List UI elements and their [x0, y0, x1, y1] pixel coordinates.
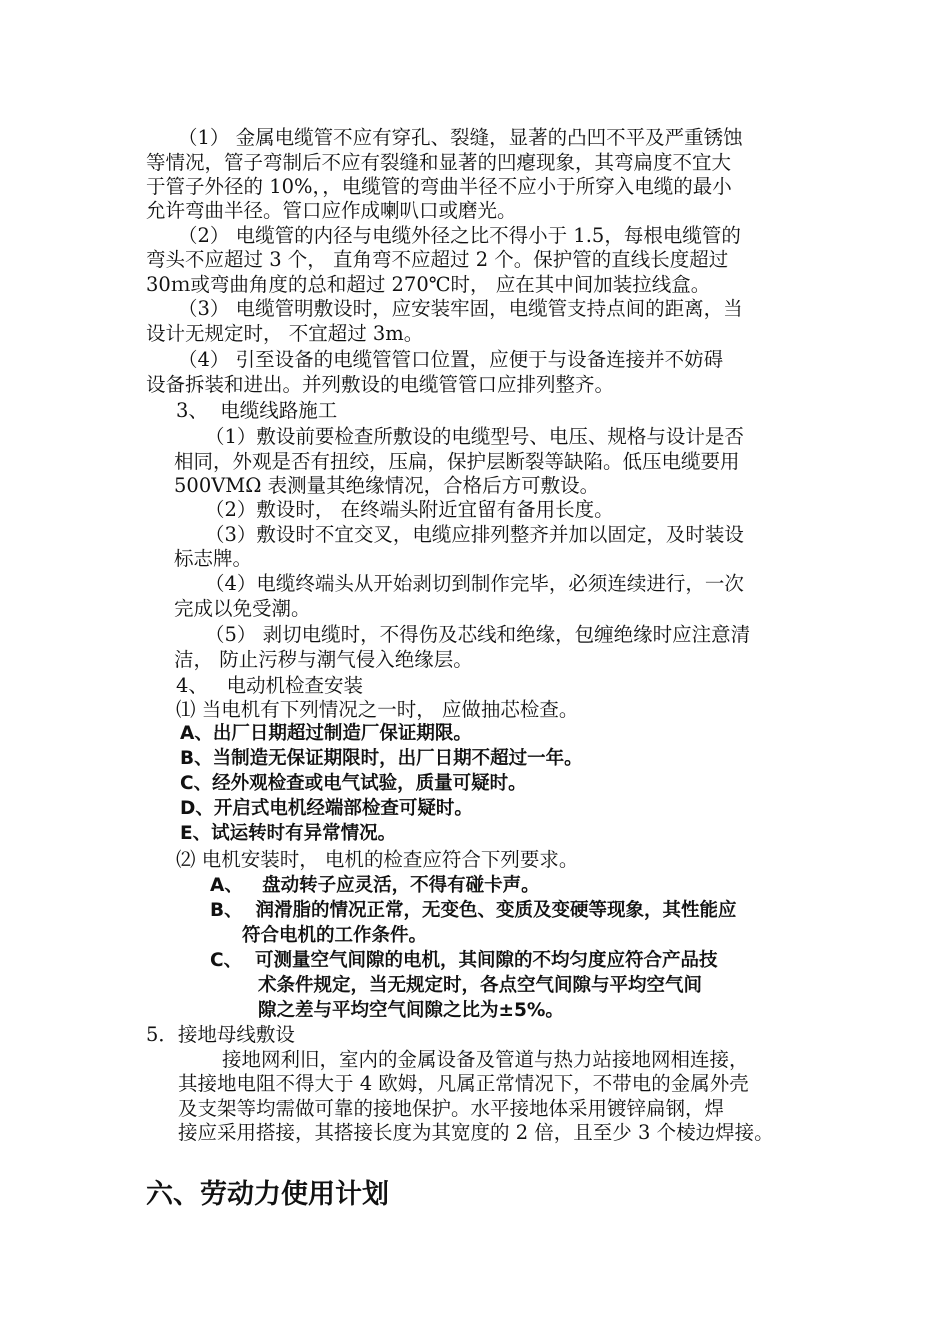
p2-line-3: 30ｍ或弯曲角度的总和超过 270℃时， 应在其中间加装拉线盒。 [146, 273, 711, 296]
s3-item-1-line-3: 500VMΩ 表测量其绝缘情况，合格后方可敷设。 [174, 474, 600, 497]
s4-2-item-c-line-2: 术条件规定，当无规定时，各点空气间隙与平均空气间 [258, 975, 703, 996]
p2-line-1: （2） 电缆管的内径与电缆外径之比不得小于 1.5，每根电缆管的 [178, 224, 741, 247]
s4-1-intro: ⑴ 当电机有下列情况之一时， 应做抽芯检查。 [176, 698, 579, 721]
s4-1-item-d: D、开启式电机经端部检查可疑时。 [180, 798, 473, 819]
s3-item-5-line-2: 洁， 防止污秽与潮气侵入绝缘层。 [174, 648, 473, 671]
s4-1-item-e: E、试运转时有异常情况。 [180, 823, 397, 844]
section-3-heading: 3、 电缆线路施工 [176, 399, 338, 422]
p2-line-2: 弯头不应超过 3 个， 直角弯不应超过 2 个。保护管的直线长度超过 [146, 248, 729, 271]
s4-1-item-b: B、当制造无保证期限时，出厂日期不超过一年。 [180, 748, 583, 769]
s3-item-1-line-2: 相同，外观是否有扭绞，压扁，保护层断裂等缺陷。低压电缆要用 [174, 450, 740, 473]
s3-item-1-line-1: （1）敷设前要检查所敷设的电缆型号、电压、规格与设计是否 [205, 425, 744, 448]
s4-2-item-a: A、 盘动转子应灵活，不得有碰卡声。 [210, 875, 540, 896]
s5-body-line-1: 接地网利旧，室内的金属设备及管道与热力站接地网相连接， [222, 1048, 749, 1071]
s4-2-item-c-line-3: 隙之差与平均空气间隙之比为±5%。 [258, 1000, 564, 1021]
p3-line-2: 设计无规定时， 不宜超过 3m。 [146, 322, 424, 345]
p1-line-2: 等情况，管子弯制后不应有裂缝和显著的凹瘪现象，其弯扁度不宜大 [146, 151, 732, 174]
section-6-title: 六、劳动力使用计划 [146, 1179, 389, 1210]
section-4-heading: 4、 电动机检查安装 [176, 674, 364, 697]
p1-line-3: 于管子外径的 10%，，电缆管的弯曲半径不应小于所穿入电缆的最小 [146, 175, 732, 198]
s3-item-4-line-1: （4）电缆终端头从开始剥切到制作完毕，必须连续进行，一次 [205, 572, 744, 595]
s4-2-item-c-line-1: C、 可测量空气间隙的电机，其间隙的不均匀度应符合产品技 [210, 950, 718, 971]
p1-line-4: 允许弯曲半径。管口应作成喇叭口或磨光。 [146, 199, 517, 222]
s3-item-2: （2）敷设时， 在终端头附近宜留有备用长度。 [205, 498, 614, 521]
s5-body-line-4: 接应采用搭接，其搭接长度为其宽度的 2 倍，且至少 3 个棱边焊接。 [178, 1121, 774, 1144]
s3-item-5-line-1: （5） 剥切电缆时，不得伤及芯线和绝缘，包缠绝缘时应注意清 [205, 623, 751, 646]
s5-body-line-3: 及支架等均需做可靠的接地保护。水平接地体采用镀锌扁钢，焊 [178, 1097, 725, 1120]
s4-2-item-b-line-1: B、 润滑脂的情况正常，无变色、变质及变硬等现象，其性能应 [210, 900, 737, 921]
s3-item-4-line-2: 完成以免受潮。 [174, 597, 311, 620]
section-5-heading: 5．接地母线敷设 [146, 1023, 295, 1046]
s3-item-3-line-2: 标志牌。 [174, 547, 253, 570]
s4-2-item-b-line-2: 符合电机的工作条件。 [242, 925, 428, 946]
s4-1-item-c: C、经外观检查或电气试验，质量可疑时。 [180, 773, 527, 794]
p1-line-1: （1） 金属电缆管不应有穿孔、裂缝，显著的凸凹不平及严重锈蚀 [178, 126, 743, 149]
p3-line-1: （3） 电缆管明敷设时，应安装牢固，电缆管支持点间的距离，当 [178, 297, 743, 320]
p4-line-1: （4） 引至设备的电缆管管口位置，应便于与设备连接并不妨碍 [178, 348, 724, 371]
s3-item-3-line-1: （3）敷设时不宜交叉，电缆应排列整齐并加以固定，及时装设 [205, 523, 744, 546]
s4-1-item-a: A、出厂日期超过制造厂保证期限。 [180, 723, 472, 744]
s4-2-intro: ⑵ 电机安装时， 电机的检查应符合下列要求。 [176, 848, 579, 871]
p4-line-2: 设备拆装和进出。并列敷设的电缆管管口应排列整齐。 [146, 373, 615, 396]
s5-body-line-2: 其接地电阻不得大于 4 欧姆，凡属正常情况下，不带电的金属外壳 [178, 1072, 749, 1095]
